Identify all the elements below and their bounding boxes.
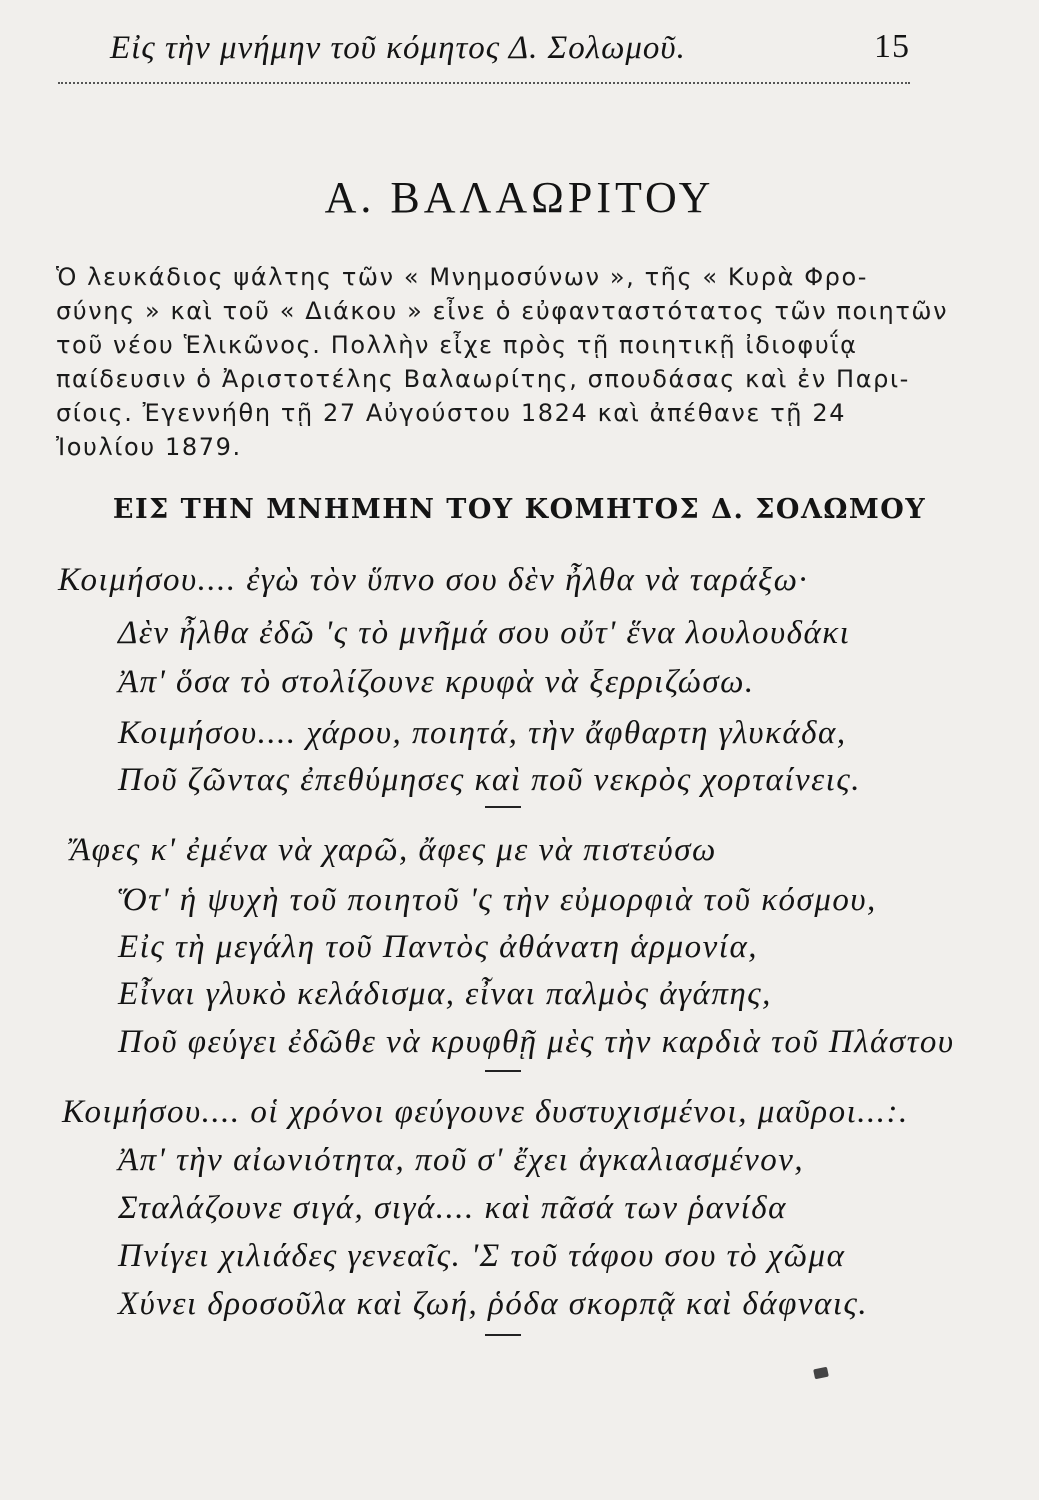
bio-line: τοῦ νέου Ἑλικῶνος. Πολλὴν εἶχε πρὸς τῇ ποιητικῇ ἰδιοφυΐᾳ: [56, 331, 858, 359]
ink-speck: [813, 1367, 829, 1380]
stanza-divider: [485, 1334, 521, 1336]
verse-line: Εἰς τὴ μεγάλη τοῦ Παντὸς ἀθάνατη ἁρμονία,: [118, 929, 759, 965]
stanza-divider: [485, 806, 521, 808]
running-title: Εἰς τὴν μνήμην τοῦ κόμητος Δ. Σολωμοῦ.: [110, 30, 686, 66]
stanza-divider: [485, 1070, 521, 1072]
author-heading: Α. ΒΑΛΑΩΡΙΤΟΥ: [324, 173, 715, 222]
running-head: [110, 24, 910, 74]
verse-line: Χύνει δροσοῦλα καὶ ζωή, ῥόδα σκορπᾷ καὶ δάφναις.: [118, 1286, 869, 1322]
verse-line: Ὅτ' ἡ ψυχὴ τοῦ ποιητοῦ 'ς τὴν εὐμορφιὰ τοῦ κόσμου,: [118, 882, 877, 918]
page-number: 15: [874, 28, 910, 65]
bio-line: παίδευσιν ὁ Ἀριστοτέλης Βαλαωρίτης, σπουδάσας καὶ ἐν Παρι-: [56, 365, 910, 393]
bio-line: σίοις. Ἐγεννήθη τῇ 27 Αὐγούστου 1824 καὶ ἀπέθανε τῇ 24: [56, 399, 847, 427]
verse-line: Ἀπ' τὴν αἰωνιότητα, ποῦ σ' ἔχει ἀγκαλιασμένον,: [118, 1142, 805, 1178]
verse-line: Εἶναι γλυκὸ κελάδισμα, εἶναι παλμὸς ἀγάπης,: [118, 976, 772, 1012]
verse-line: Σταλάζουνε σιγά, σιγά.... καὶ πᾶσά των ῥανίδα: [118, 1190, 787, 1226]
verse-line: Ποῦ ζῶντας ἐπεθύμησες καὶ ποῦ νεκρὸς χορταίνεις.: [118, 762, 861, 798]
verse-line: Κοιμήσου.... χάρου, ποιητά, τὴν ἄφθαρτη γλυκάδα,: [118, 715, 847, 751]
bio-line: σύνης » καὶ τοῦ « Διάκου » εἶνε ὁ εὐφανταστότατος τῶν ποιητῶν: [56, 297, 949, 325]
author-biography: [56, 260, 949, 464]
verse-line: Πνίγει χιλιάδες γενεαῖς. 'Σ τοῦ τάφου σου τὸ χῶμα: [118, 1238, 846, 1274]
verse-line: Ποῦ φεύγει ἐδῶθε νὰ κρυφθῇ μὲς τὴν καρδιὰ τοῦ Πλάστου: [118, 1024, 955, 1060]
verse-line: Δὲν ἦλθα ἐδῶ 'ς τὸ μνῆμά σου οὔτ' ἕνα λουλουδάκι: [118, 615, 851, 651]
bio-line: Ὁ λευκάδιος ψάλτης τῶν « Μνημοσύνων », τῆς « Κυρὰ Φρο-: [56, 263, 869, 291]
header-rule: [58, 82, 910, 84]
verse-line: Ἄφες κ' ἐμένα νὰ χαρῶ, ἄφες με νὰ πιστεύσω: [70, 832, 717, 868]
poem-title: ΕΙΣ ΤΗΝ ΜΝΗΜΗΝ ΤΟΥ ΚΟΜΗΤΟΣ Δ. ΣΟΛΩΜΟΥ: [112, 494, 927, 525]
verse-line: Κοιμήσου.... οἱ χρόνοι φεύγουνε δυστυχισμένοι, μαῦροι...:.: [62, 1094, 909, 1130]
verse-line: Κοιμήσου.... ἐγὼ τὸν ὕπνο σου δὲν ἦλθα νὰ ταράξω·: [58, 562, 809, 598]
verse-line: Ἀπ' ὅσα τὸ στολίζουνε κρυφὰ νὰ ξερριζώσω.: [118, 664, 755, 700]
bio-line: Ἰουλίου 1879.: [56, 433, 242, 461]
